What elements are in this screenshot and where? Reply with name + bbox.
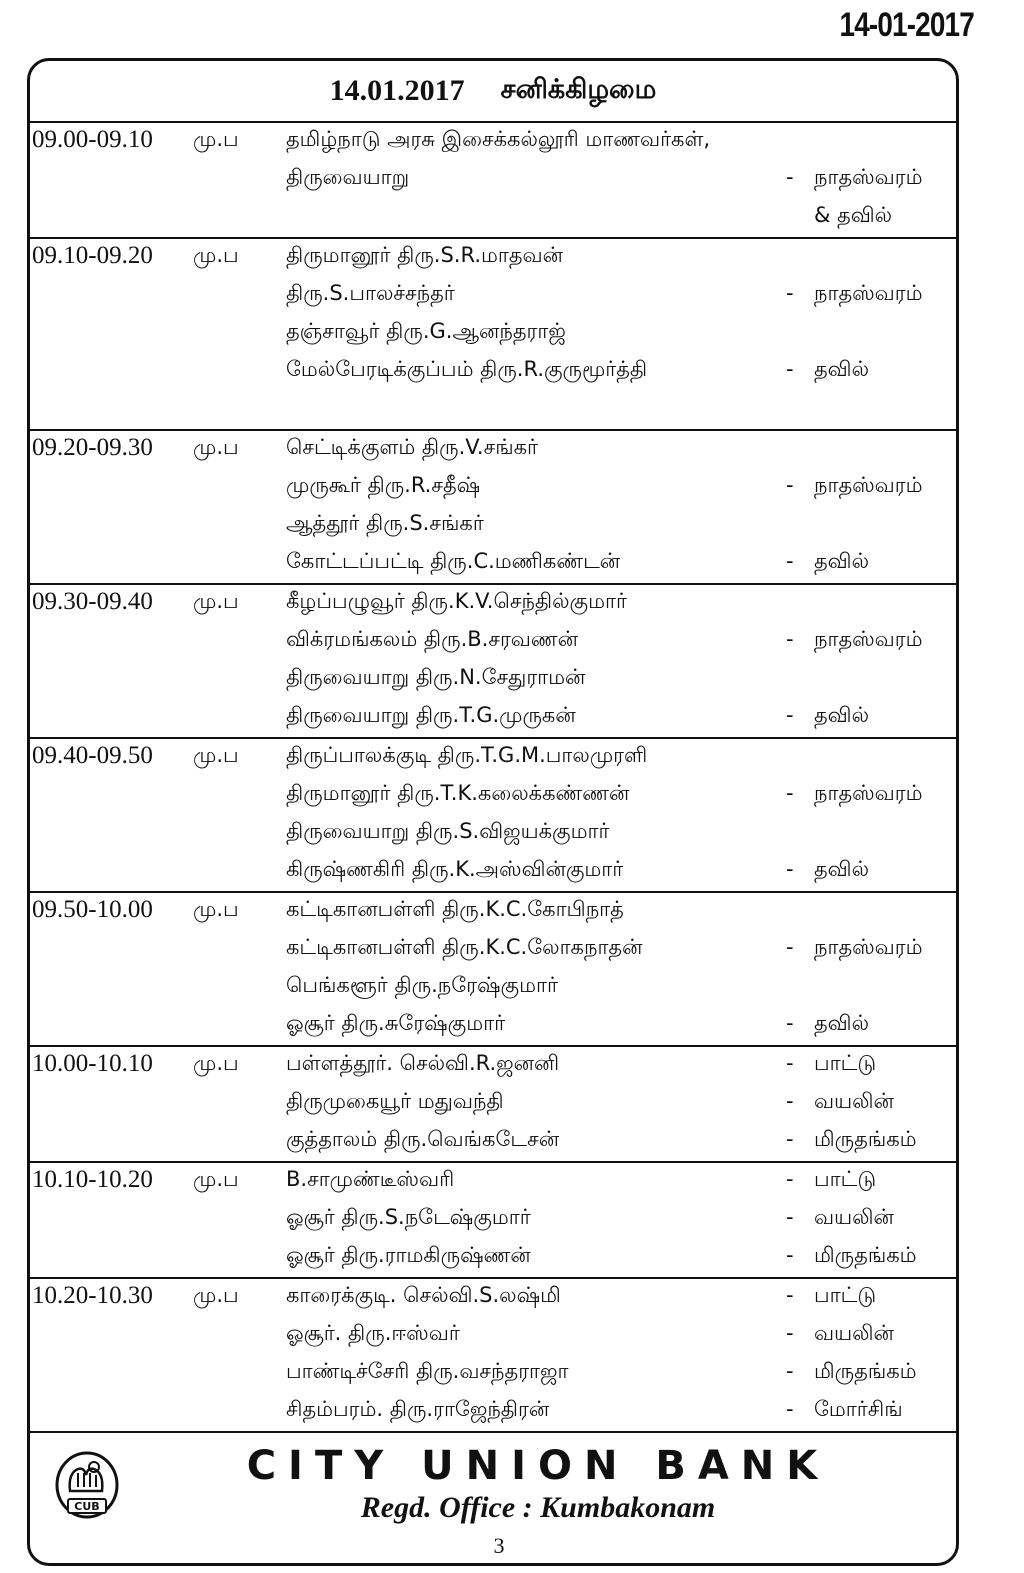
slot-ampm: மு.ப [193,589,239,613]
slot-line [30,815,956,853]
separator-dash: - [786,1051,794,1075]
instrument: மிருதங்கம் [814,1359,917,1383]
performer-name: திருமானூர் திரு.T.K.கலைக்கண்ணன் [286,781,630,805]
slot-ampm: மு.ப [193,1167,239,1191]
performer-name: திருவையாறு திரு.S.விஜயக்குமார் [286,819,610,843]
schedule-slot [30,1279,956,1433]
instrument: நாதஸ்வரம் [814,281,923,305]
instrument: & தவில் [814,203,893,227]
instrument: பாட்டு [814,1283,877,1307]
instrument: நாதஸ்வரம் [814,935,923,959]
performer-name: கிருஷ்ணகிரி திரு.K.அஸ்வின்குமார் [286,857,624,881]
performer-name: ஓசூர். திரு.ஈஸ்வர் [286,1321,460,1345]
slot-line [30,1317,956,1355]
slot-ampm: மு.ப [193,743,239,767]
separator-dash: - [786,1089,794,1113]
instrument: வயலின் [814,1321,894,1345]
slot-line [30,1163,956,1201]
slot-line [30,699,956,737]
performer-name: திருமுகையூர் மதுவந்தி [286,1089,504,1113]
bank-name: CITY UNION BANK [246,1443,830,1489]
slot-ampm: மு.ப [193,1051,239,1075]
performer-name: திரு.S.பாலச்சந்தர் [286,281,455,305]
instrument: நாதஸ்வரம் [814,627,923,651]
schedule-slot [30,1047,956,1163]
performer-name: தஞ்சாவூர் திரு.G.ஆனந்தராஜ் [286,319,566,343]
separator-dash: - [786,473,794,497]
performer-name: சிதம்பரம். திரு.ராஜேந்திரன் [286,1397,550,1421]
slot-line [30,1085,956,1123]
slot-ampm: மு.ப [193,897,239,921]
separator-dash: - [786,357,794,381]
slot-line [30,1239,956,1277]
performer-name: கீழப்பழுவூர் திரு.K.V.செந்தில்குமார் [286,589,627,613]
instrument: தவில் [814,857,870,881]
separator-dash: - [786,1167,794,1191]
schedule-slot [30,585,956,739]
separator-dash: - [786,1321,794,1345]
slot-line [30,777,956,815]
performer-name: மேல்பேரடிக்குப்பம் திரு.R.குருமூர்த்தி [286,357,648,381]
performer-name: திருவையாறு திரு.T.G.முருகன் [286,703,576,727]
slot-time: 09.50-10.00 [32,896,153,923]
schedule-slot [30,431,956,585]
separator-dash: - [786,627,794,651]
performer-name: B.சாமுண்டீஸ்வரி [286,1167,455,1191]
slot-line [30,353,956,391]
slot-ampm: மு.ப [193,127,239,151]
slot-line [30,969,956,1007]
schedule-slot [30,123,956,239]
separator-dash: - [786,1011,794,1035]
performer-name: பள்ளத்தூர். செல்வி.R.ஜனனி [286,1051,560,1075]
slot-line [30,1007,956,1045]
instrument: நாதஸ்வரம் [814,473,923,497]
page-header-date: 14-01-2017 [839,6,974,44]
performer-name: பாண்டிச்சேரி திரு.வசந்தராஜா [286,1359,569,1383]
performer-name: பெங்களூர் திரு.நரேஷ்குமார் [286,973,558,997]
slot-line [30,239,956,277]
logo-text: CUB [74,1500,100,1513]
slot-time: 09.10-09.20 [32,242,153,269]
separator-dash: - [786,1359,794,1383]
slot-line [30,507,956,545]
separator-dash: - [786,549,794,573]
instrument: நாதஸ்வரம் [814,781,923,805]
slot-ampm: மு.ப [193,435,239,459]
separator-dash: - [786,857,794,881]
schedule-date: 14.01.2017 [329,74,465,107]
performer-name: திருமானூர் திரு.S.R.மாதவன் [286,243,563,267]
instrument: மிருதங்கம் [814,1243,917,1267]
instrument: தவில் [814,703,870,727]
performer-name: காரைக்குடி. செல்வி.S.லஷ்மி [286,1283,561,1307]
instrument: வயலின் [814,1205,894,1229]
slot-line [30,1201,956,1239]
separator-dash: - [786,781,794,805]
performer-name: ஆத்தூர் திரு.S.சங்கர் [286,511,484,535]
slot-line [30,315,956,353]
instrument: நாதஸ்வரம் [814,165,923,189]
separator-dash: - [786,1243,794,1267]
separator-dash: - [786,703,794,727]
schedule-frame [27,58,959,1566]
bank-office: Regd. Office : Kumbakonam [360,1491,716,1524]
instrument: மோர்சிங் [814,1397,903,1421]
performer-name: ஓசூர் திரு.S.நடேஷ்குமார் [286,1205,531,1229]
performer-name: செட்டிக்குளம் திரு.V.சங்கர் [286,435,538,459]
instrument: மிருதங்கம் [814,1127,917,1151]
slot-time: 09.40-09.50 [32,742,153,769]
performer-name: முருகூர் திரு.R.சதீஷ் [286,473,481,497]
performer-name: திருவையாறு திரு.N.சேதுராமன் [286,665,586,689]
performer-name: ஓசூர் திரு.ராமகிருஷ்ணன் [286,1243,531,1267]
slot-time: 09.20-09.30 [32,434,153,461]
slot-line [30,199,956,237]
separator-dash: - [786,1127,794,1151]
slot-line [30,545,956,583]
slot-time: 10.00-10.10 [32,1050,153,1077]
performer-name: விக்ரமங்கலம் திரு.B.சரவணன் [286,627,578,651]
slot-line [30,853,956,891]
performer-name: குத்தாலம் திரு.வெங்கடேசன் [286,1127,560,1151]
performer-name: தமிழ்நாடு அரசு இசைக்கல்லூரி மாணவர்கள், [286,127,711,151]
schedule-day: சனிக்கிழமை [500,73,657,105]
slot-line [30,1355,956,1393]
separator-dash: - [786,1205,794,1229]
schedule-slot [30,239,956,431]
slot-line [30,1123,956,1161]
performer-name: திருவையாறு [286,165,410,189]
slot-time: 09.30-09.40 [32,588,153,615]
separator-dash: - [786,281,794,305]
slot-line [30,1393,956,1431]
slot-time: 10.10-10.20 [32,1166,153,1193]
slot-time: 10.20-10.30 [32,1282,153,1309]
schedule-slot [30,893,956,1047]
instrument: வயலின் [814,1089,894,1113]
performer-name: திருப்பாலக்குடி திரு.T.G.M.பாலமுரளி [286,743,648,767]
separator-dash: - [786,1283,794,1307]
slot-ampm: மு.ப [193,1283,239,1307]
slot-line [30,469,956,507]
instrument: தவில் [814,1011,870,1035]
slot-line [30,1047,956,1085]
page-number: 3 [493,1533,505,1558]
slot-line [30,123,956,161]
separator-dash: - [786,935,794,959]
performer-name: கட்டிகானபள்ளி திரு.K.C.லோகநாதன் [286,935,643,959]
schedule-slot [30,1163,956,1279]
slot-line [30,931,956,969]
performer-name: கட்டிகானபள்ளி திரு.K.C.கோபிநாத் [286,897,624,921]
slot-line [30,623,956,661]
slot-line [30,431,956,469]
performer-name: கோட்டப்பட்டி திரு.C.மணிகண்டன் [286,549,621,573]
slot-line [30,161,956,199]
slot-line [30,893,956,931]
slot-line [30,391,956,429]
separator-dash: - [786,1397,794,1421]
schedule-slot [30,739,956,893]
slot-line [30,277,956,315]
instrument: தவில் [814,357,870,381]
slot-line [30,661,956,699]
slot-line [30,585,956,623]
footer [30,1433,956,1563]
slot-ampm: மு.ப [193,243,239,267]
schedule-rows [30,123,956,1433]
separator-dash: - [786,165,794,189]
slot-line [30,739,956,777]
slot-time: 09.00-09.10 [32,126,153,153]
schedule-header [30,61,956,123]
slot-line [30,1279,956,1317]
instrument: தவில் [814,549,870,573]
instrument: பாட்டு [814,1167,877,1191]
performer-name: ஓசூர் திரு.சுரேஷ்குமார் [286,1011,506,1035]
instrument: பாட்டு [814,1051,877,1075]
